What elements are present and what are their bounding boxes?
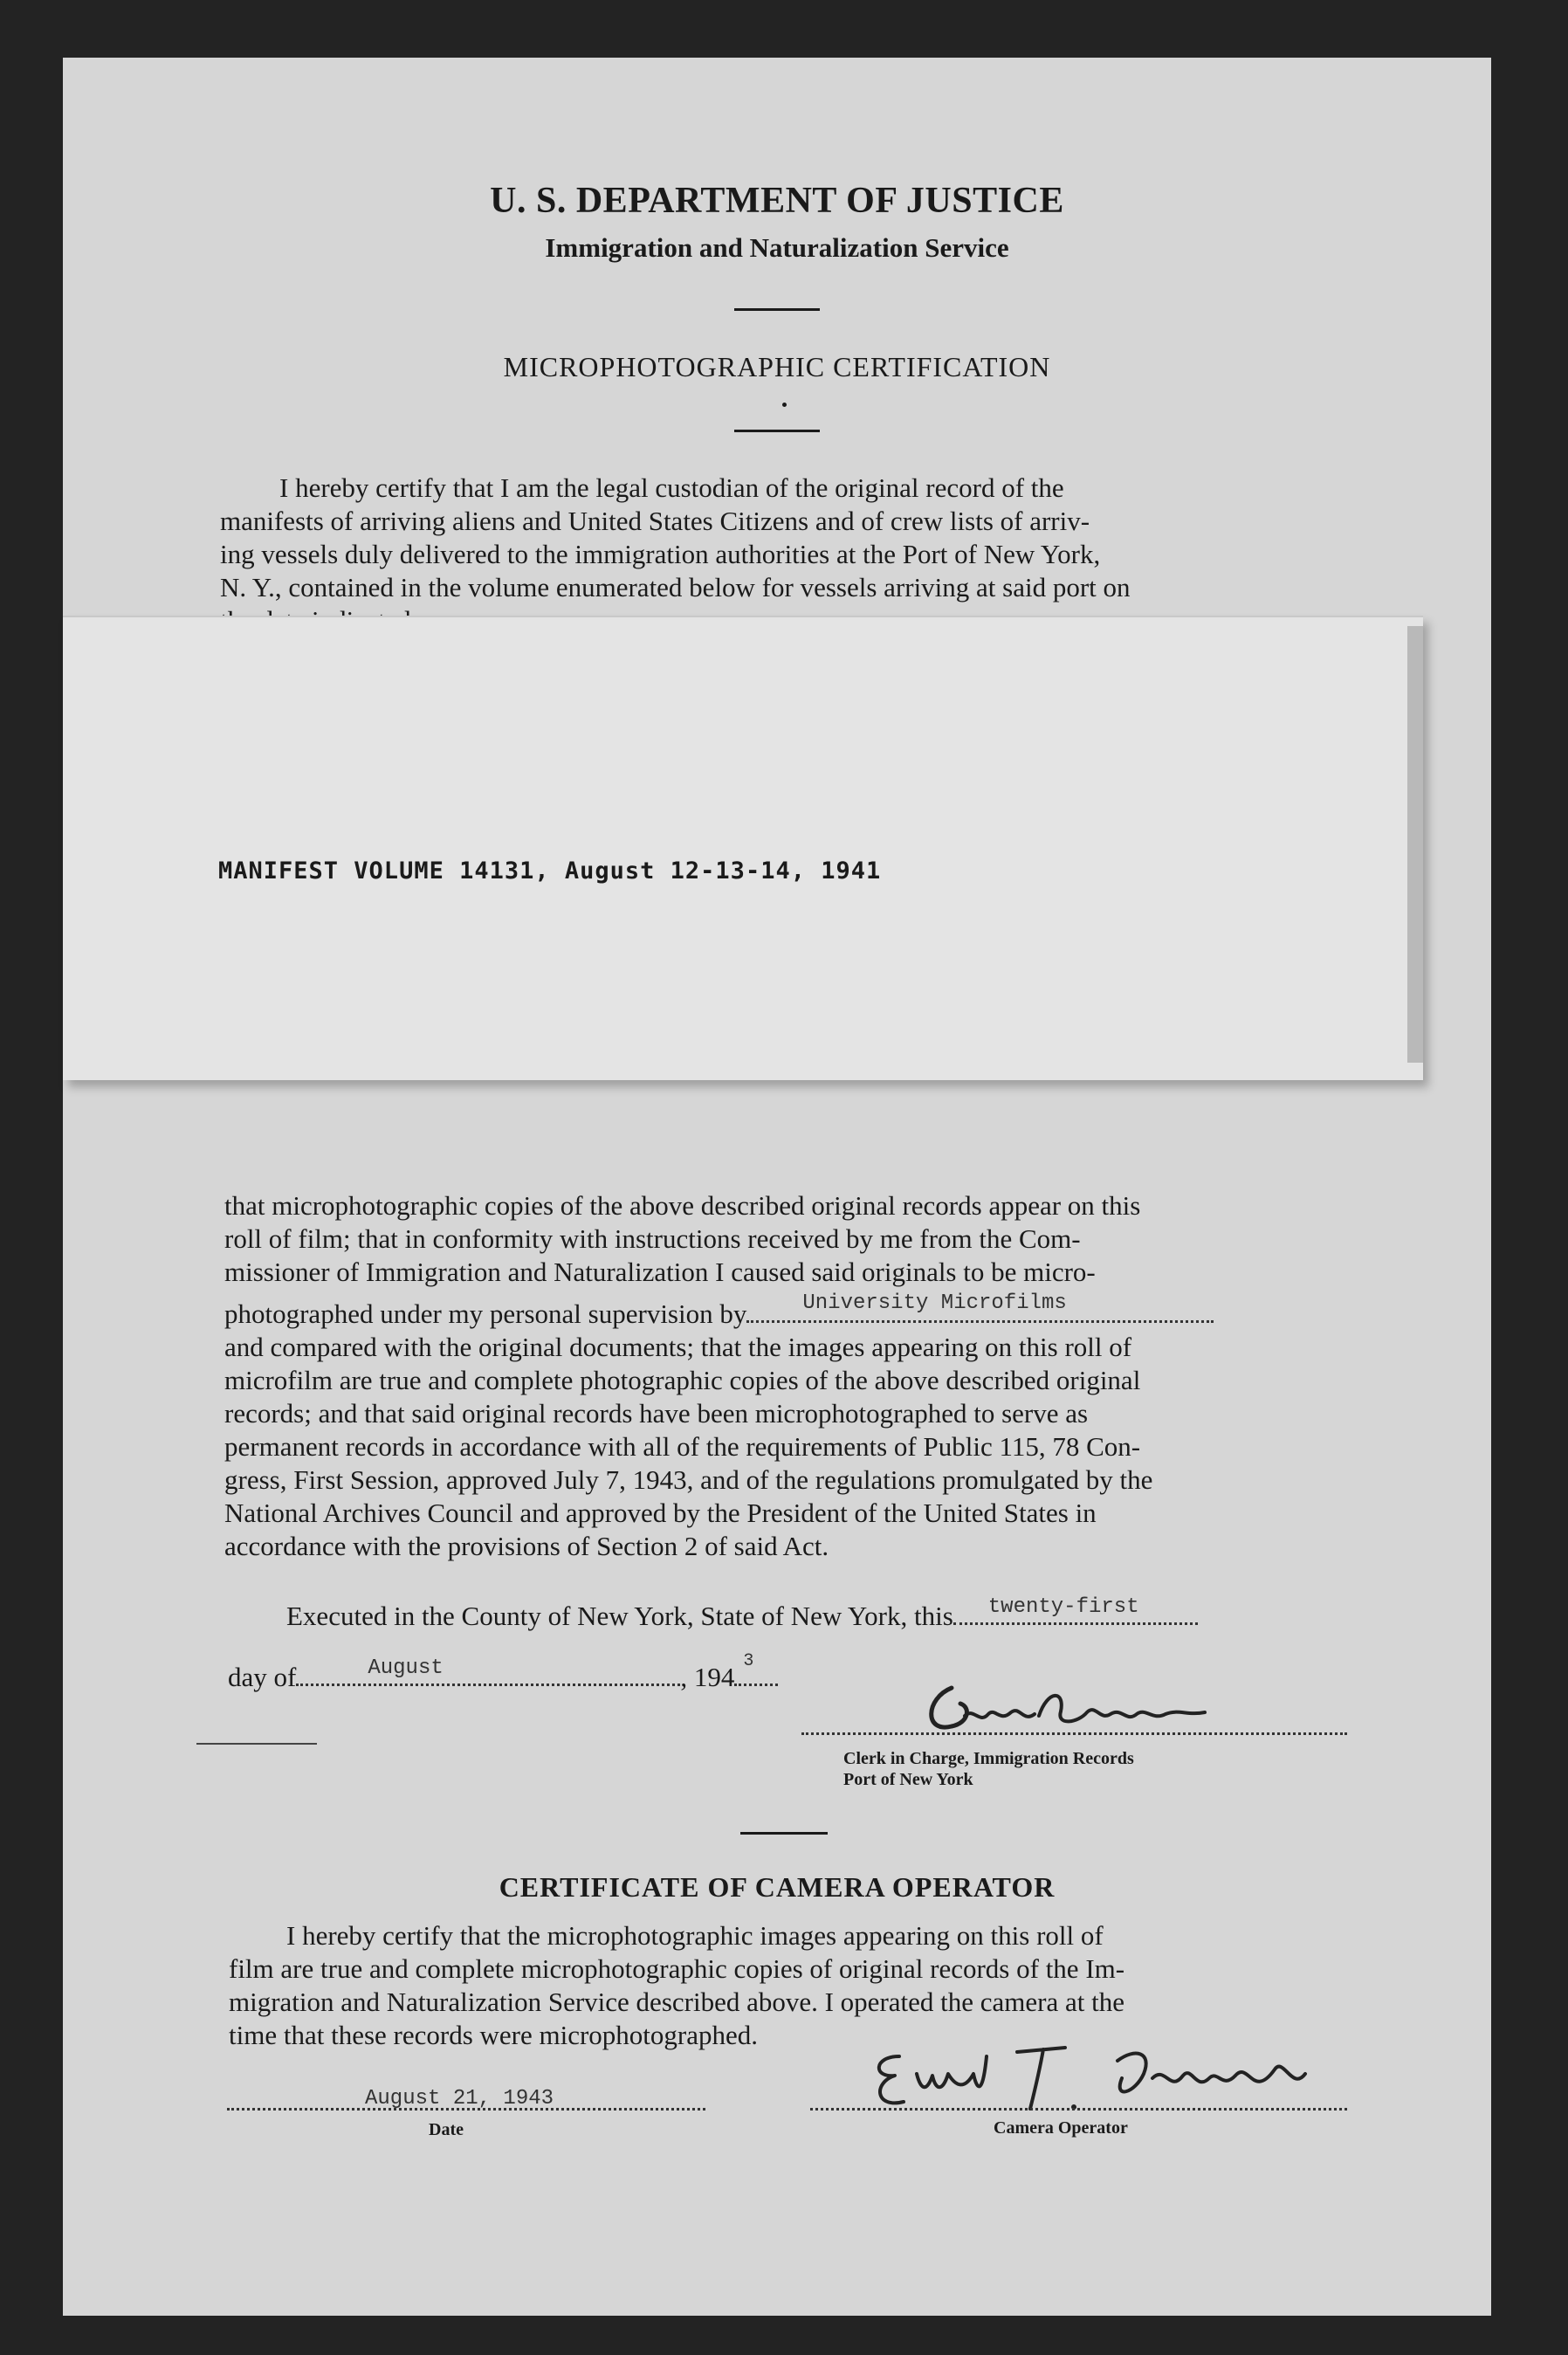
camera-operator-signature: [864, 2039, 1371, 2117]
day-of-line: day of August , 194 3: [228, 1661, 778, 1694]
intro-paragraph: I hereby certify that I am the legal custodian of the original record of the manifests of arriving aliens and United States Citizens and of crew lists of arriv- ing vessels duly delivered to the immigration authorities at the Port of New York, N. Y., contained in the volume enumerated below for vessels arriving at said port on: [220, 472, 1131, 603]
body-paragraph: that microphotographic copies of the above described original records appear on this roll of film; that in conformity with instructions received by me from the Com- missioner of Immigration and Naturalization I caused said originals to be micro- photographed under my personal supervision by University Microfilms and compared with the original documents; that the images appearing on this roll of microfilm are true and complete photographic copies of the above described original records; and that said original records have been microphotographed to serve as permanent records in accordance with all of the requirements of Public 115, 78 Con- gress, First Session, approved July 7, 1943, and of the regulations promulgated by the National Archives Council and approved by the President of the United States in accordance with the provisions of Section 2 of said Act.: [224, 1189, 1344, 1563]
divider-rule-1: [734, 308, 820, 311]
camera-certificate-paragraph: I hereby certify that the microphotographic images appearing on this roll of film are true and complete microphotographic copies of original records of the Im- migration and Naturalization Service described above. I operated the camera at the time that these records were microphotographed.: [229, 1920, 1125, 2050]
execution-line: Executed in the County of New York, State of New York, this twenty-first: [286, 1600, 1344, 1633]
supervision-line: photographed under my personal supervision by University Microfilms: [224, 1298, 1344, 1331]
camera-operator-label: Camera Operator: [994, 2118, 1128, 2138]
year-field: 3: [734, 1664, 778, 1686]
camera-date-line: [227, 2108, 705, 2111]
clerk-title: Clerk in Charge, Immigration Records Port of New York: [843, 1749, 1134, 1789]
camera-certificate-title: CERTIFICATE OF CAMERA OPERATOR: [499, 1871, 1056, 1903]
month-field: August: [296, 1664, 680, 1686]
manifest-volume-text: MANIFEST VOLUME 14131, August 12-13-14, 1941: [218, 857, 882, 885]
stray-mark: [196, 1743, 317, 1745]
clerk-signature-line: [801, 1732, 1347, 1735]
supervisor-field: University Microfilms: [746, 1299, 1214, 1323]
ornament-dot: [782, 403, 787, 407]
execution-day-field: twenty-first: [953, 1603, 1198, 1625]
camera-date-label: Date: [429, 2120, 464, 2139]
camera-operator-line: [810, 2108, 1347, 2111]
camera-date-value: August 21, 1943: [365, 2087, 554, 2111]
section-title: MICROPHOTOGRAPHIC CERTIFICATION: [503, 351, 1051, 382]
service-subtitle: Immigration and Naturalization Service: [545, 232, 1009, 263]
divider-rule-3: [740, 1832, 828, 1835]
divider-rule-2: [734, 430, 820, 432]
department-title: U. S. DEPARTMENT OF JUSTICE: [490, 181, 1064, 221]
clerk-signature: [917, 1672, 1318, 1742]
manifest-slip: [63, 616, 1423, 1080]
